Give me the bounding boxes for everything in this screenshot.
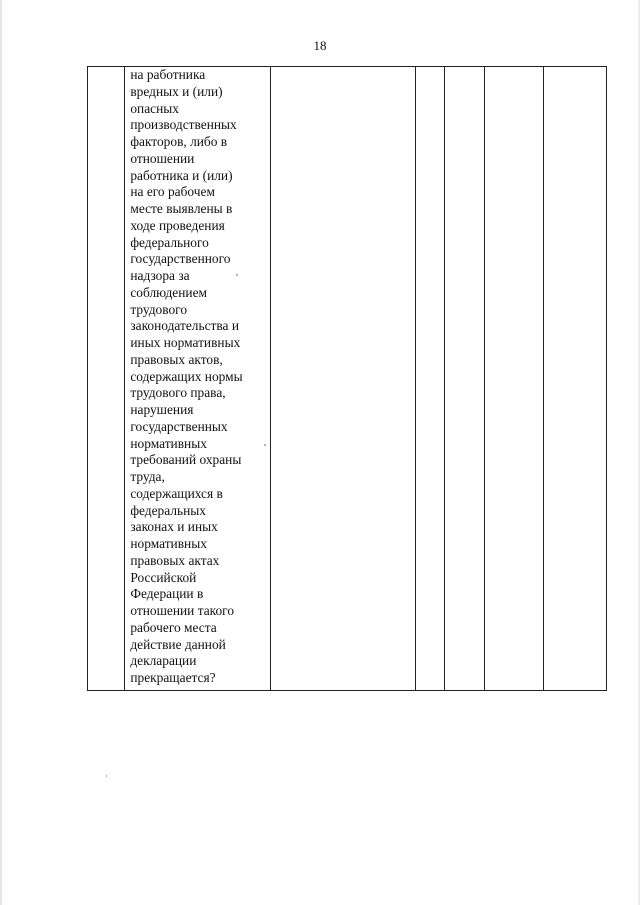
question-text: на работника вредных и (или) опасных производственных факторов, либо в отношении работника и (или) на его рабочем месте выявлены в ходе проведения федерального государственного надзора за соблюдением трудового законодательства и иных нормативных правовых актов, содержащих нормы трудового права, нарушения государственных нормативных требований охраны труда, содержащихся в федеральных законах и иных нормативных правовых актах Российской Федерации в отношении такого рабочего места действие данной декларации прекращается? xyxy=(130,67,243,685)
question-cell xyxy=(125,67,270,691)
answer-no-cell[interactable] xyxy=(445,67,484,691)
table-row xyxy=(88,67,607,691)
row-number-cell xyxy=(88,67,125,691)
scan-speck xyxy=(264,444,266,446)
scan-speck xyxy=(106,775,107,777)
answer-yes-cell[interactable] xyxy=(416,67,445,691)
page-number: 18 xyxy=(313,38,327,53)
note-cell[interactable] xyxy=(544,67,607,691)
checklist-table xyxy=(87,66,607,691)
answer-not-applicable-cell[interactable] xyxy=(484,67,544,691)
scan-left-edge xyxy=(0,0,2,905)
requirements-cell xyxy=(270,67,415,691)
scan-speck xyxy=(236,274,238,276)
